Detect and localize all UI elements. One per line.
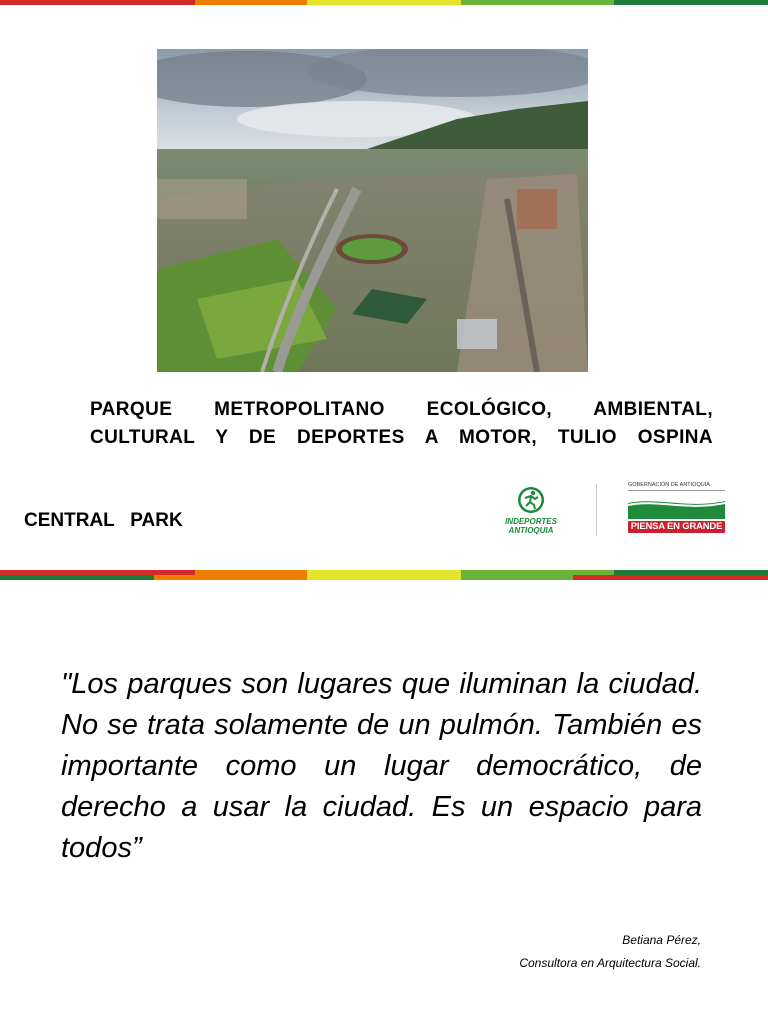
- quote-text: "Los parques son lugares que iluminan la ciudad. No se trata solamente de un pulmón. También es importante como un lugar democrático, de derecho a usar la ciudad. Es un espacio para todos”: [61, 668, 702, 864]
- indeportes-region: ANTIOQUIA: [508, 526, 554, 535]
- gobernacion-logo: [628, 482, 725, 539]
- page-subtitle: CENTRAL PARK: [24, 510, 183, 531]
- gobernacion-name: GOBERNACIÓN DE ANTIOQUIA: [628, 482, 710, 488]
- title-line-2: CULTURAL Y DE DEPORTES A MOTOR, TULIO OSPINA: [90, 427, 713, 448]
- indeportes-logo: [498, 485, 564, 537]
- title-line-1: PARQUE METROPOLITANO ECOLÓGICO, AMBIENTAL,: [90, 399, 713, 420]
- page-title: [90, 396, 713, 452]
- slogan-badge: PIENSA EN GRANDE: [628, 521, 725, 533]
- author-name: Betiana Pérez,: [622, 933, 701, 947]
- aerial-park-photo: [157, 49, 588, 372]
- flag-icon: [628, 493, 725, 519]
- indeportes-name: INDEPORTES: [505, 517, 557, 526]
- divider-stripe-lower: [0, 575, 768, 580]
- logo-divider: [596, 484, 597, 536]
- quote-attribution: [519, 929, 701, 975]
- author-role: Consultora en Arquitectura Social.: [519, 956, 701, 970]
- runner-icon: [516, 485, 546, 515]
- top-color-stripe: [0, 0, 768, 5]
